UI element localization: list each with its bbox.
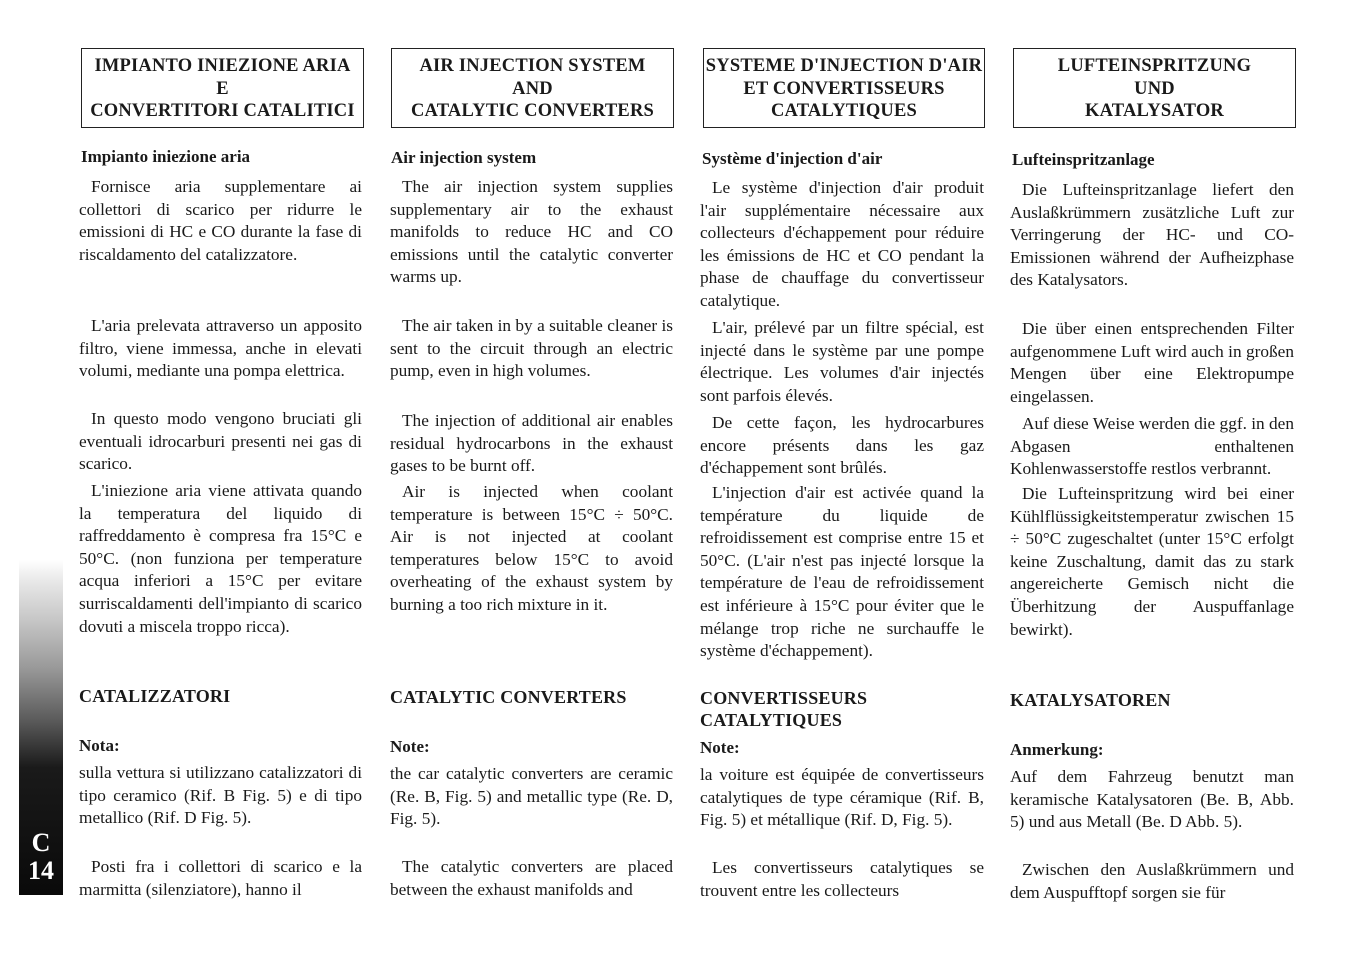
paragraph: In questo modo vengono bruciati gli eventuali idrocarburi presenti nei gas di scarico. bbox=[79, 409, 362, 474]
page-number: 14 bbox=[28, 856, 54, 885]
title-line: CATALYTIQUES bbox=[771, 101, 917, 122]
paragraph: L'air, prélevé par un filtre spécial, est injecté dans le système par une pompe électrique. Les volumes d'air injectés sont parfois élevés. bbox=[700, 318, 984, 405]
title-line: CONVERTITORI CATALITICI bbox=[90, 101, 355, 122]
paragraph: Die Lufteinspritzanlage liefert den Auslaßkrümmern zusätzliche Luft zur Verringerung der HC- und CO-Emissionen während der Aufheizphase des Katalysators. bbox=[1010, 180, 1294, 290]
paragraph: Les convertisseurs catalytiques se trouvent entre les collecteurs bbox=[700, 858, 984, 900]
section-heading: CATALIZZATORI bbox=[79, 686, 231, 706]
paragraph: The air injection system supplies supplementary air to the exhaust manifolds to reduce HC and CO emissions until the catalytic converter warms up. bbox=[390, 177, 673, 287]
subheading: Impianto iniezione aria bbox=[81, 147, 251, 166]
title-line: IMPIANTO INIEZIONE ARIA bbox=[94, 56, 351, 77]
title-box bbox=[1013, 48, 1296, 128]
title-line: KATALYSATOR bbox=[1085, 101, 1224, 122]
title-box bbox=[703, 48, 985, 128]
subheading: Lufteinspritzanlage bbox=[1012, 150, 1155, 169]
note-label: Nota: bbox=[79, 736, 120, 755]
section-heading: CATALYTIC CONVERTERS bbox=[390, 687, 627, 707]
section-heading: CONVERTISSEURS CATALYTIQUES bbox=[700, 688, 868, 730]
title-line: AND bbox=[512, 78, 553, 99]
paragraph: la voiture est équipée de convertisseurs catalytiques de type céramique (Rif. B, Fig. 5) et métallique (Rif. D, Fig. 5). bbox=[700, 765, 984, 830]
paragraph: The air taken in by a suitable cleaner is sent to the circuit through an electric pump, even in high volumes. bbox=[390, 316, 673, 381]
paragraph: L'injection d'air est activée quand la température du liquide de refroidissement est comprise entre 15 et 50°C. (L'air n'est pas injecté lorsque la température de l'eau de refroidissement est inférieure à 15°C pour éviter que le mélange trop riche ne surchauffe le système d'échappement). bbox=[700, 483, 984, 661]
title-line: SYSTEME D'INJECTION D'AIR bbox=[705, 56, 983, 77]
paragraph: The injection of additional air enables residual hydrocarbons in the exhaust gases to be burnt off. bbox=[390, 411, 673, 476]
title-box bbox=[391, 48, 674, 128]
note-label: Anmerkung: bbox=[1010, 740, 1104, 759]
paragraph: L'iniezione aria viene attivata quando la temperatura del liquido di raffreddamento è compresa fra 15°C e 50°C. (non funziona per temperature acqua inferiori a 15°C per evitare surriscaldamenti dell'impianto di scarico dovuti a miscela troppo ricca). bbox=[79, 481, 362, 636]
paragraph: Air is injected when coolant temperature is between 15°C ÷ 50°C. Air is not injected at coolant temperatures below 15°C to avoid overheating of the exhaust system by burning a too rich mixture in it. bbox=[390, 482, 673, 614]
paragraph: the car catalytic converters are ceramic (Re. B, Fig. 5) and metallic type (Re. D, Fig. 5). bbox=[390, 764, 673, 829]
title-box bbox=[81, 48, 364, 128]
title-line: AIR INJECTION SYSTEM bbox=[419, 56, 646, 77]
paragraph: Auf diese Weise werden die ggf. in den Abgasen enthaltenen Kohlenwasserstoffe restlos verbrannt. bbox=[1010, 414, 1294, 479]
paragraph: sulla vettura si utilizzano catalizzatori di tipo ceramico (Rif. B Fig. 5) e di tipo metallico (Rif. D Fig. 5). bbox=[79, 763, 362, 828]
paragraph: Fornisce aria supplementare ai collettori di scarico per ridurre le emissioni di HC e CO durante la fase di riscaldamento del catalizzatore. bbox=[79, 177, 362, 264]
paragraph: Posti fra i collettori di scarico e la marmitta (silenziatore), hanno il bbox=[79, 857, 362, 899]
subheading: Air injection system bbox=[391, 148, 537, 167]
title-line: UND bbox=[1134, 78, 1175, 99]
note-label: Note: bbox=[700, 738, 740, 757]
paragraph: De cette façon, les hydrocarbures encore présents dans les gaz d'échappement sont brûlés. bbox=[700, 413, 984, 478]
paragraph: Die Lufteinspritzung wird bei einer Kühlflüssigkeitstemperatur zwischen 15 ÷ 50°C zugeschaltet (unter 15°C erfolgt keine Zuschaltung, damit das zu stark angereicherte Gemisch nicht die Überhitzung der Auspuffanlage bewirkt). bbox=[1010, 484, 1294, 639]
paragraph: Le système d'injection d'air produit l'air supplémentaire nécessaire aux collecteurs d'échappement pour réduire les émissions de HC et CO pendant la phase de chauffage du convertisseur catalytique. bbox=[700, 178, 984, 310]
title-line: LUFTEINSPRITZUNG bbox=[1057, 56, 1252, 77]
paragraph: L'aria prelevata attraverso un apposito filtro, viene immessa, anche in elevati volumi, mediante una pompa elettrica. bbox=[79, 316, 362, 381]
note-label: Note: bbox=[390, 737, 430, 756]
title-line: E bbox=[216, 78, 229, 99]
title-line: CATALYTIC CONVERTERS bbox=[410, 101, 655, 122]
paragraph: Die über einen entsprechenden Filter aufgenommene Luft wird auch in großen Mengen über eine Elektropumpe eingelassen. bbox=[1010, 319, 1294, 406]
section-heading: KATALYSATOREN bbox=[1010, 690, 1171, 710]
subheading: Système d'injection d'air bbox=[702, 149, 883, 168]
paragraph: Auf dem Fahrzeug benutzt man keramische Katalysatoren (Be. B, Abb. 5) und aus Metall (Be. D Abb. 5). bbox=[1010, 767, 1294, 832]
section-letter: C bbox=[31, 828, 51, 857]
paragraph: The catalytic converters are placed between the exhaust manifolds and bbox=[390, 857, 673, 899]
title-line: ET CONVERTISSEURS bbox=[743, 78, 945, 99]
paragraph: Zwischen den Auslaßkrümmern und dem Auspufftopf sorgen sie für bbox=[1010, 860, 1294, 902]
